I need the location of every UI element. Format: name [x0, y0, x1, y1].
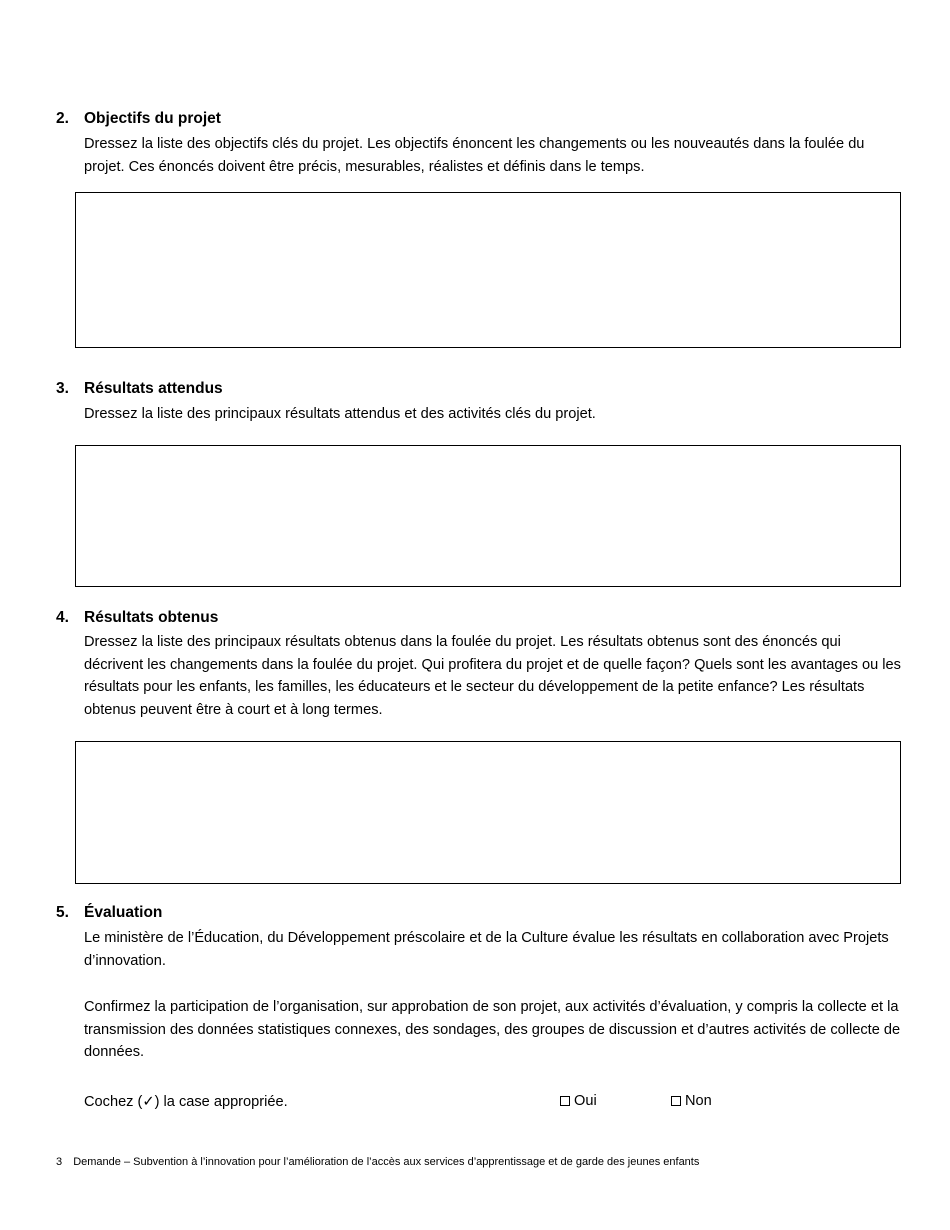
section-5-title: Évaluation — [84, 904, 163, 921]
section-5-paragraph-2: Confirmez la participation de l’organisation, sur approbation de son projet, aux activités d’évaluation, y compris la collecte et la transmission des données statistiques connexes, des sondages, des groupes de discussion et d’autres activités de collecte de données. — [84, 999, 901, 1061]
option-no-label: Non — [685, 1093, 712, 1109]
option-yes-label: Oui — [574, 1093, 597, 1109]
option-yes[interactable] — [560, 1093, 597, 1109]
obtained-results-textbox[interactable] — [75, 741, 901, 884]
option-no[interactable] — [671, 1093, 712, 1109]
section-5-paragraph-1: Le ministère de l’Éducation, du Développement préscolaire et de la Culture évalue les résultats en collaboration avec Projets d’innovation. — [84, 930, 889, 969]
section-4-title: Résultats obtenus — [84, 609, 219, 626]
section-5-number: 5. — [56, 904, 69, 921]
footer-page-number: 3 — [56, 1156, 63, 1168]
page-footer — [56, 1156, 699, 1168]
footer-text: Demande – Subvention à l’innovation pour l’amélioration de l’accès aux services d’apprentissage et de garde des jeunes enfants — [73, 1156, 700, 1168]
section-4-number: 4. — [56, 609, 69, 626]
objectives-textbox[interactable] — [75, 192, 901, 348]
section-3-number: 3. — [56, 380, 69, 397]
no-checkbox[interactable] — [671, 1096, 681, 1106]
section-3-description: Dressez la liste des principaux résultats attendus et des activités clés du projet. — [84, 406, 596, 422]
expected-results-textbox[interactable] — [75, 445, 901, 587]
yes-checkbox[interactable] — [560, 1096, 570, 1106]
section-2-number: 2. — [56, 110, 69, 127]
evaluation-checkbox-row — [84, 1093, 904, 1115]
section-2-description: Dressez la liste des objectifs clés du projet. Les objectifs énoncent les changements ou les nouveautés dans la foulée du projet. Ces énoncés doivent être précis, mesurables, réalistes et définis dans le temps. — [84, 136, 865, 175]
checkbox-prompt: Cochez (✓) la case appropriée. — [84, 1094, 288, 1110]
section-4-description: Dressez la liste des principaux résultats obtenus dans la foulée du projet. Les résultats obtenus sont des énoncés qui décrivent les changements dans la foulée du projet. Qui profitera du projet et de quelle façon? Quels sont les avantages ou les résultats pour les enfants, les familles, les éducateurs et le secteur du développement de la petite enfance? Les résultats obtenus peuvent être à court et à long termes. — [84, 634, 901, 718]
section-2-title: Objectifs du projet — [84, 110, 221, 127]
section-3-title: Résultats attendus — [84, 380, 223, 397]
